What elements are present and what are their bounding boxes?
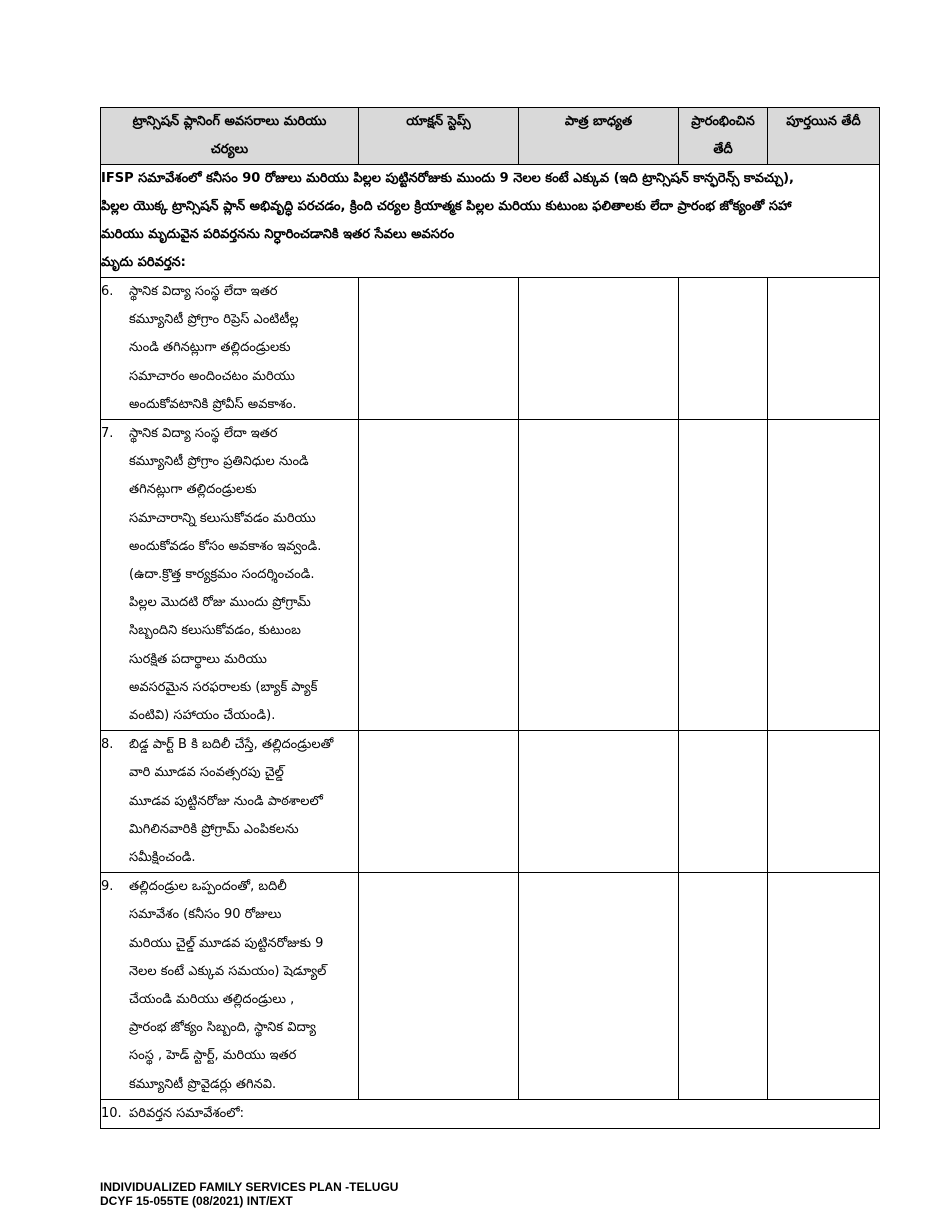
header-action-steps: యాక్షన్ స్టెప్స్: [359, 108, 519, 165]
form-footer: [100, 1180, 398, 1208]
item-6: 6. స్థానిక విద్యా సంస్థ లేదా ఇతర కమ్యూనిటీ ప్రోగ్రాం రిప్రెస్ ఎంటిటీల్ల నుండి తగినట్లుగా తల్లిదండ్రులకు సమాచారం అందించటం మరియు అందుకోవటానికి ప్రోవీస్ అవకాశం.: [101, 278, 359, 420]
header-transition-needs: ట్రాన్సిషన్ ప్లానింగ్ అవసరాలు మరియు చర్యలు: [101, 108, 359, 165]
start-date-cell[interactable]: [679, 278, 768, 420]
table-row: [101, 420, 880, 731]
role-responsibility-cell[interactable]: [519, 873, 679, 1100]
start-date-cell[interactable]: [679, 731, 768, 873]
start-date-cell[interactable]: [679, 873, 768, 1100]
intro-text: IFSP సమావేశంలో కనీసం 90 రోజులు మరియు పిల్లల పుట్టినరోజుకు ముందు 9 నెలల కంటే ఎక్కువ (ఇది ట్రాన్సిషన్ కాన్ఫరెన్స్ కావచ్చు), పిల్లల యొక్క ట్రాన్సిషన్ ప్లాన్ అభివృద్ధి పరచడం, క్రింది చర్యల క్రియాత్మక పిల్లల మరియు కుటుంబ ఫలితాలకు లేదా ప్రారంభ జోక్యంతో సహా మరియు మృదువైన పరివర్తనను నిర్ధారించడానికి ఇతర సేవలు అవసరం మృదు పరివర్తన:: [101, 165, 880, 278]
completion-date-cell[interactable]: [768, 873, 880, 1100]
completion-date-cell[interactable]: [768, 731, 880, 873]
completion-date-cell[interactable]: [768, 420, 880, 731]
role-responsibility-cell[interactable]: [519, 420, 679, 731]
item-10: 10. పరివర్తన సమావేశంలో:: [101, 1099, 880, 1128]
header-row: [101, 108, 880, 165]
item-9: 9. తల్లిదండ్రుల ఒప్పందంతో, బదిలీ సమావేశం (కనీసం 90 రోజులు మరియు చైల్డ్ మూడవ పుట్టినరోజుకు 9 నెలల కంటే ఎక్కువ సమయం) షెడ్యూల్ చేయండి మరియు తల్లిదండ్రులు , ప్రారంభ జోక్యం సిబ్బంది, స్థానిక విద్యా సంస్థ , హెడ్ స్టార్ట్, మరియు ఇతర కమ్యూనిటీ ప్రొవైడర్లు తగినవి.: [101, 873, 359, 1100]
header-start-date: ప్రారంభించిన తేదీ: [679, 108, 768, 165]
action-steps-cell[interactable]: [359, 278, 519, 420]
role-responsibility-cell[interactable]: [519, 731, 679, 873]
item-8: 8. బిడ్డ పార్ట్ B కి బదిలీ చేస్తే, తల్లిదండ్రులతో వారి మూడవ సంవత్సరపు చైల్డ్ మూడవ పుట్టినరోజు నుండి పాఠశాలలో మిగిలినవారికి ప్రోగ్రామ్ ఎంపికలను సమీక్షించండి.: [101, 731, 359, 873]
table-row: [101, 1099, 880, 1128]
form-number: DCYF 15-055TE (08/2021) INT/EXT: [100, 1194, 293, 1208]
item-7: 7. స్థానిక విద్యా సంస్థ లేదా ఇతర కమ్యూనిటీ ప్రోగ్రాం ప్రతినిధుల నుండి తగినట్లుగా తల్లిదండ్రులకు సమాచారాన్ని కలుసుకోవడం మరియు అందుకోవడం కోసం అవకాశం ఇవ్వండి. (ఉదా.క్రొత్త కార్యక్రమం సందర్శించండి. పిల్లల మొదటి రోజు ముందు ప్రోగ్రామ్ సిబ్బందిని కలుసుకోవడం, కుటుంబ సురక్షిత పదార్థాలు మరియు అవసరమైన సరఫరాలకు (బ్యాక్ ప్యాక్ వంటివి) సహాయం చేయండి).: [101, 420, 359, 731]
table-row: [101, 278, 880, 420]
action-steps-cell[interactable]: [359, 731, 519, 873]
completion-date-cell[interactable]: [768, 278, 880, 420]
form-title: INDIVIDUALIZED FAMILY SERVICES PLAN -TELUGU: [100, 1180, 399, 1194]
action-steps-cell[interactable]: [359, 420, 519, 731]
start-date-cell[interactable]: [679, 420, 768, 731]
header-completion-date: పూర్తయిన తేదీ: [768, 108, 880, 165]
table-row: [101, 873, 880, 1100]
table-row: [101, 731, 880, 873]
action-steps-cell[interactable]: [359, 873, 519, 1100]
header-role-responsibility: పాత్ర బాధ్యత: [519, 108, 679, 165]
role-responsibility-cell[interactable]: [519, 278, 679, 420]
intro-row: [101, 165, 880, 278]
transition-plan-table: [100, 107, 880, 1129]
